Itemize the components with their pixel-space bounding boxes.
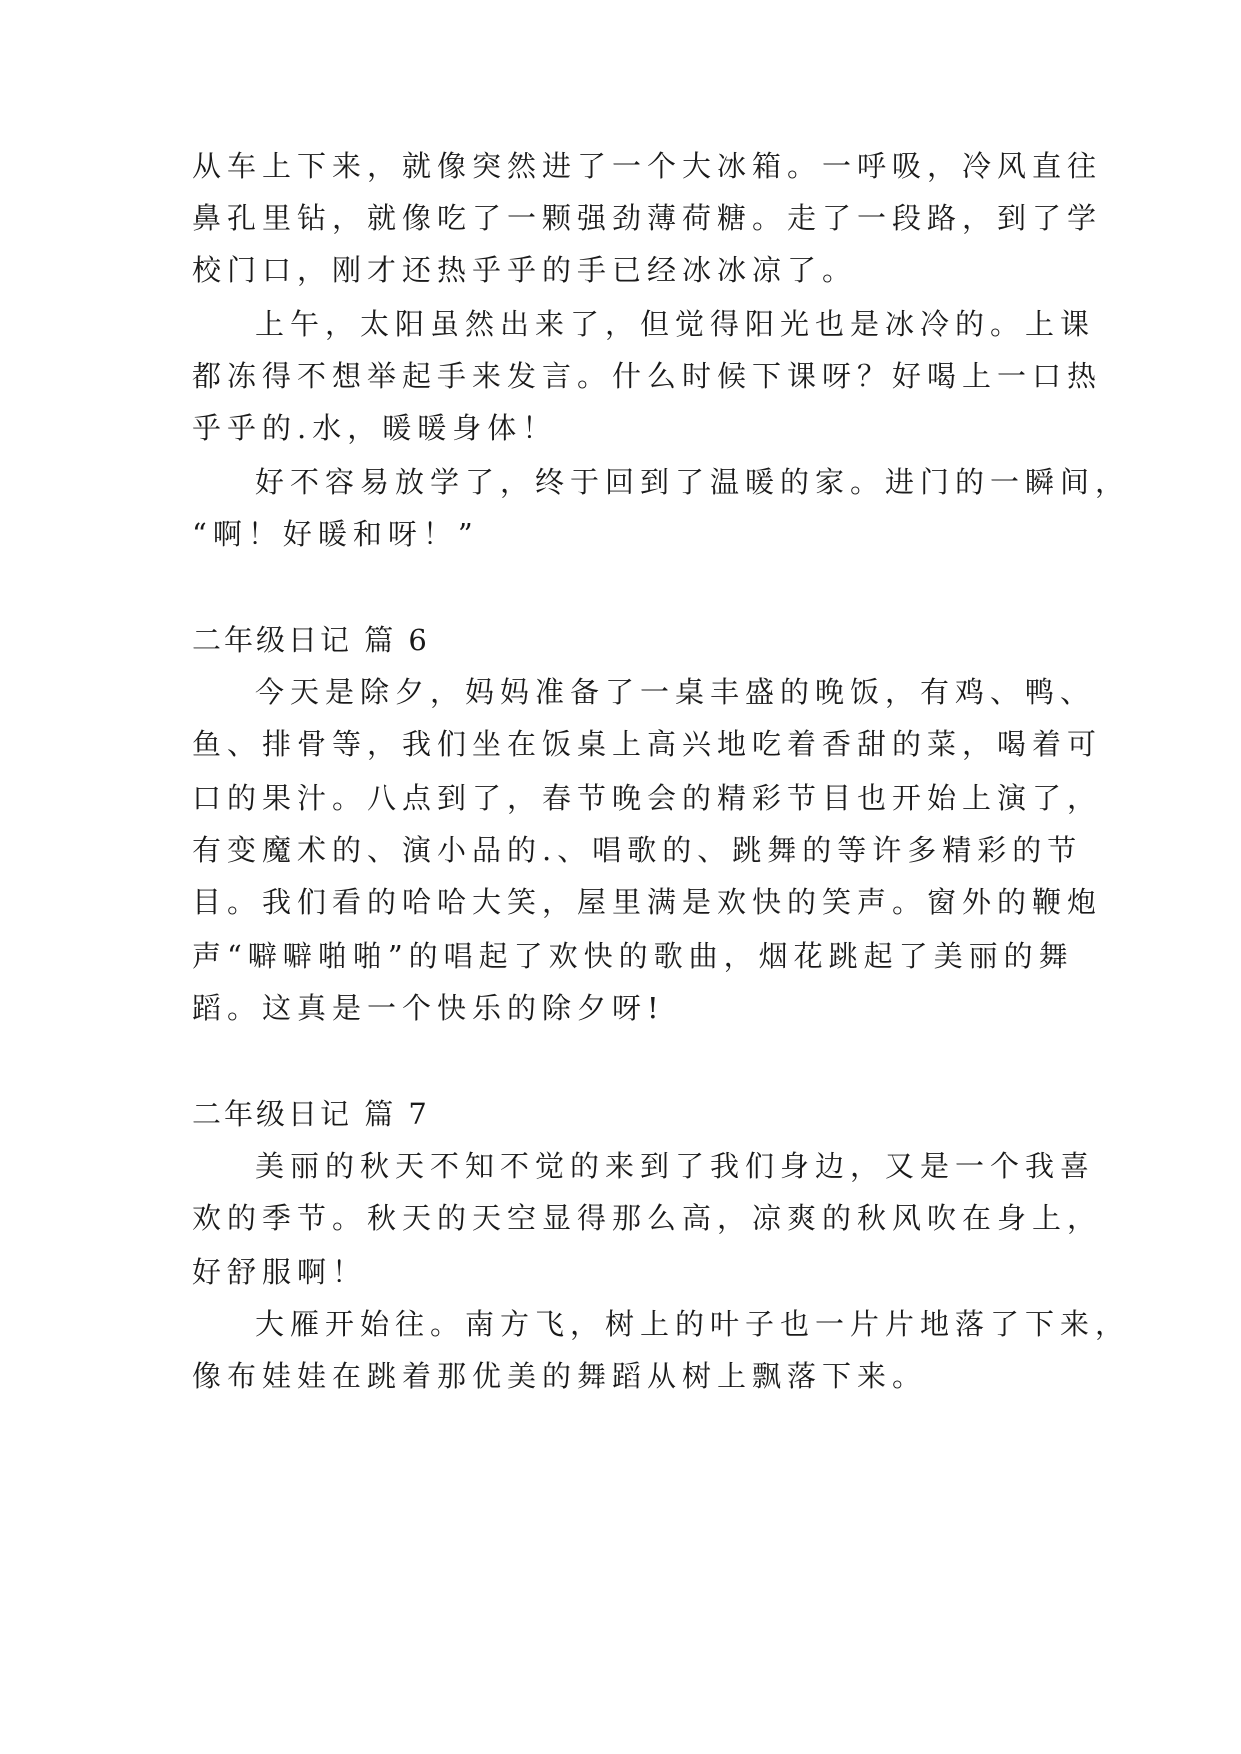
paragraph-line: 好不容易放学了，终于回到了温暖的家。进门的一瞬间， <box>255 465 1131 499</box>
paragraph-line: 好舒服啊！ <box>192 1255 368 1289</box>
paragraph-line: 口的果汁。八点到了，春节晚会的精彩节目也开始上演了， <box>192 781 1103 815</box>
paragraph-line: 大雁开始往。南方飞，树上的叶子也一片片地落了下来， <box>255 1307 1131 1341</box>
paragraph-line: 声“噼噼啪啪”的唱起了欢快的歌曲，烟花跳起了美丽的舞 <box>192 939 1074 973</box>
paragraph-line: 像布娃娃在跳着那优美的舞蹈从树上飘落下来。 <box>192 1359 928 1393</box>
section-heading: 二年级日记 篇 6 <box>192 623 430 657</box>
paragraph-line: 鼻孔里钻，就像吃了一颗强劲薄荷糖。走了一段路，到了学 <box>192 201 1103 235</box>
paragraph-line: “啊！好暖和呀！” <box>192 517 479 551</box>
paragraph-line: 都冻得不想举起手来发言。什么时候下课呀？好喝上一口热 <box>192 359 1103 393</box>
paragraph-line: 从车上下来，就像突然进了一个大冰箱。一呼吸，冷风直往 <box>192 149 1103 183</box>
paragraph-line: 有变魔术的、演小品的.、唱歌的、跳舞的等许多精彩的节 <box>192 833 1083 867</box>
paragraph-line: 蹈。这真是一个快乐的除夕呀! <box>192 991 665 1025</box>
paragraph-line: 上午，太阳虽然出来了，但觉得阳光也是冰冷的。上课 <box>255 307 1096 341</box>
paragraph-line: 今天是除夕，妈妈准备了一桌丰盛的晚饭，有鸡、鸭、 <box>255 675 1096 709</box>
section-heading: 二年级日记 篇 7 <box>192 1097 430 1131</box>
paragraph-line: 目。我们看的哈哈大笑，屋里满是欢快的笑声。窗外的鞭炮 <box>192 885 1103 919</box>
paragraph-line: 欢的季节。秋天的天空显得那么高，凉爽的秋风吹在身上， <box>192 1201 1103 1235</box>
paragraph-line: 鱼、排骨等，我们坐在饭桌上高兴地吃着香甜的菜，喝着可 <box>192 727 1103 761</box>
paragraph-line: 乎乎的.水，暖暖身体！ <box>192 411 558 445</box>
paragraph-line: 校门口，刚才还热乎乎的手已经冰冰凉了。 <box>192 253 858 287</box>
paragraph-line: 美丽的秋天不知不觉的来到了我们身边，又是一个我喜 <box>255 1149 1096 1183</box>
